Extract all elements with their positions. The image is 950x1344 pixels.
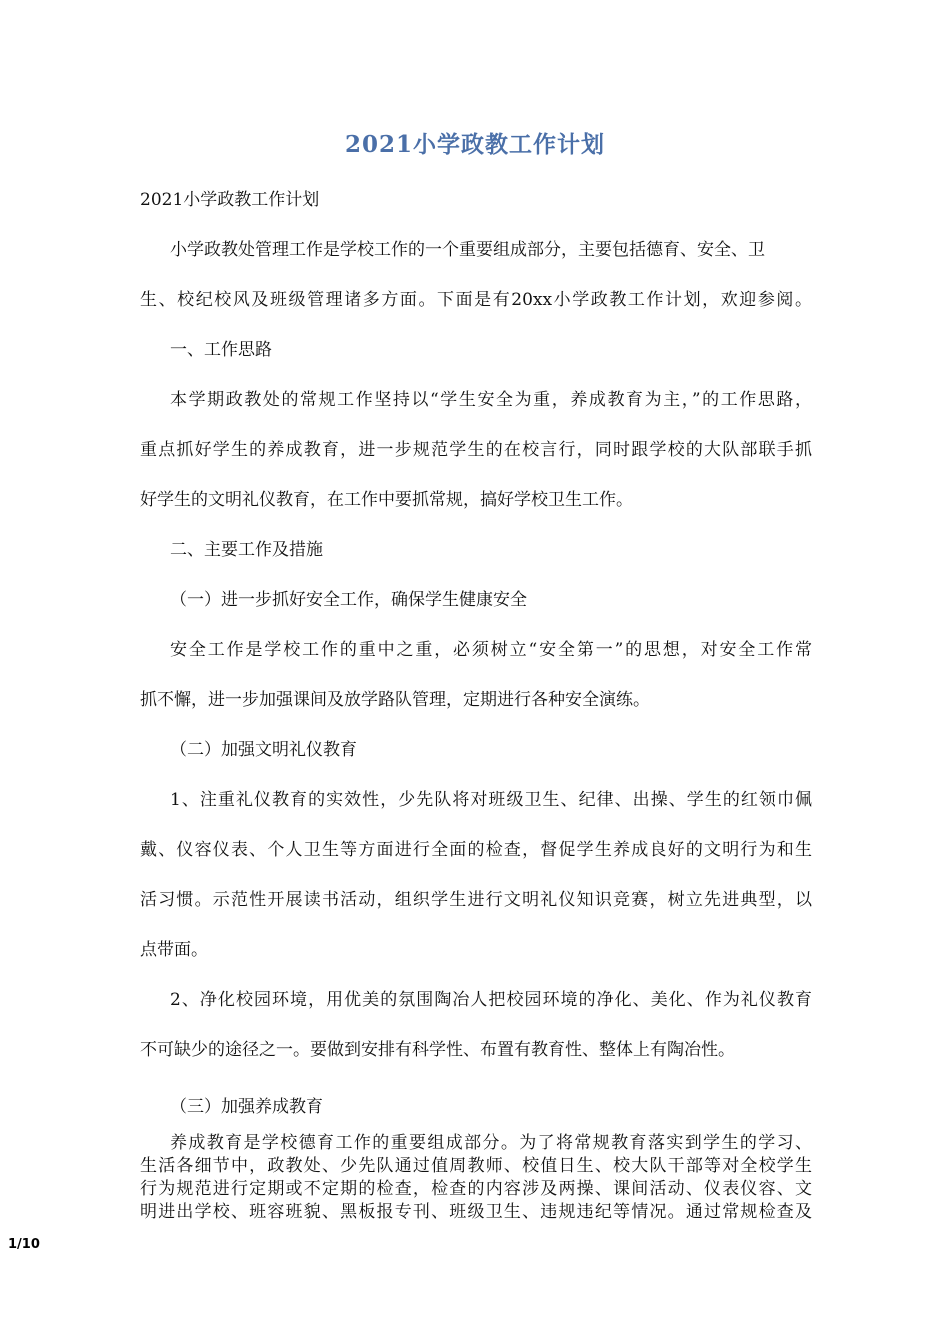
paragraph-line: 好学生的文明礼仪教育，在工作中要抓常规，搞好学校卫生工作。 [140, 490, 633, 510]
paragraph-line: 安全工作是学校工作的重中之重，必须树立“安全第一”的思想，对安全工作常 [170, 640, 812, 660]
paragraph-line: 养成教育是学校德育工作的重要组成部分。为了将常规教育落实到学生的学习、 [170, 1133, 812, 1153]
section-heading: 一、工作思路 [170, 340, 272, 360]
paragraph-line: 戴、仪容仪表、个人卫生等方面进行全面的检查，督促学生养成良好的文明行为和生 [140, 840, 812, 860]
document-subtitle: 2021小学政教工作计划 [140, 190, 320, 210]
subsection-heading: （一）进一步抓好安全工作，确保学生健康安全 [170, 590, 527, 610]
paragraph-line: 生、校纪校风及班级管理诸多方面。下面是有20xx小学政教工作计划，欢迎参阅。 [140, 290, 812, 310]
paragraph-line: 2、净化校园环境，用优美的氛围陶冶人把校园环境的净化、美化、作为礼仪教育 [170, 990, 812, 1010]
paragraph-line: 1、注重礼仪教育的实效性，少先队将对班级卫生、纪律、出操、学生的红领巾佩 [170, 790, 812, 810]
paragraph-line: 不可缺少的途径之一。要做到安排有科学性、布置有教育性、整体上有陶冶性。 [140, 1040, 735, 1060]
paragraph-line: 行为规范进行定期或不定期的检查，检查的内容涉及两操、课间活动、仪表仪容、文 [140, 1179, 812, 1199]
paragraph-line: 活习惯。示范性开展读书活动，组织学生进行文明礼仪知识竞赛，树立先进典型，以 [140, 890, 812, 910]
paragraph-line: 明进出学校、班容班貌、黑板报专刊、班级卫生、违规违纪等情况。通过常规检查及 [140, 1202, 812, 1222]
subsection-heading: （三）加强养成教育 [170, 1097, 323, 1117]
paragraph-line: 点带面。 [140, 940, 208, 960]
paragraph-line: 抓不懈，进一步加强课间及放学路队管理，定期进行各种安全演练。 [140, 690, 650, 710]
subsection-heading: （二）加强文明礼仪教育 [170, 740, 357, 760]
page-indicator: 1/10 [8, 1237, 40, 1252]
paragraph-line: 重点抓好学生的养成教育，进一步规范学生的在校言行，同时跟学校的大队部联手抓 [140, 440, 812, 460]
paragraph-line: 小学政教处管理工作是学校工作的一个重要组成部分，主要包括德育、安全、卫 [170, 240, 765, 260]
section-heading: 二、主要工作及措施 [170, 540, 323, 560]
paragraph-line: 本学期政教处的常规工作坚持以“学生安全为重，养成教育为主，”的工作思路， [170, 390, 812, 410]
document-title: 2021小学政教工作计划 [344, 131, 605, 158]
paragraph-line: 生活各细节中，政教处、少先队通过值周教师、校值日生、校大队干部等对全校学生 [140, 1156, 812, 1176]
